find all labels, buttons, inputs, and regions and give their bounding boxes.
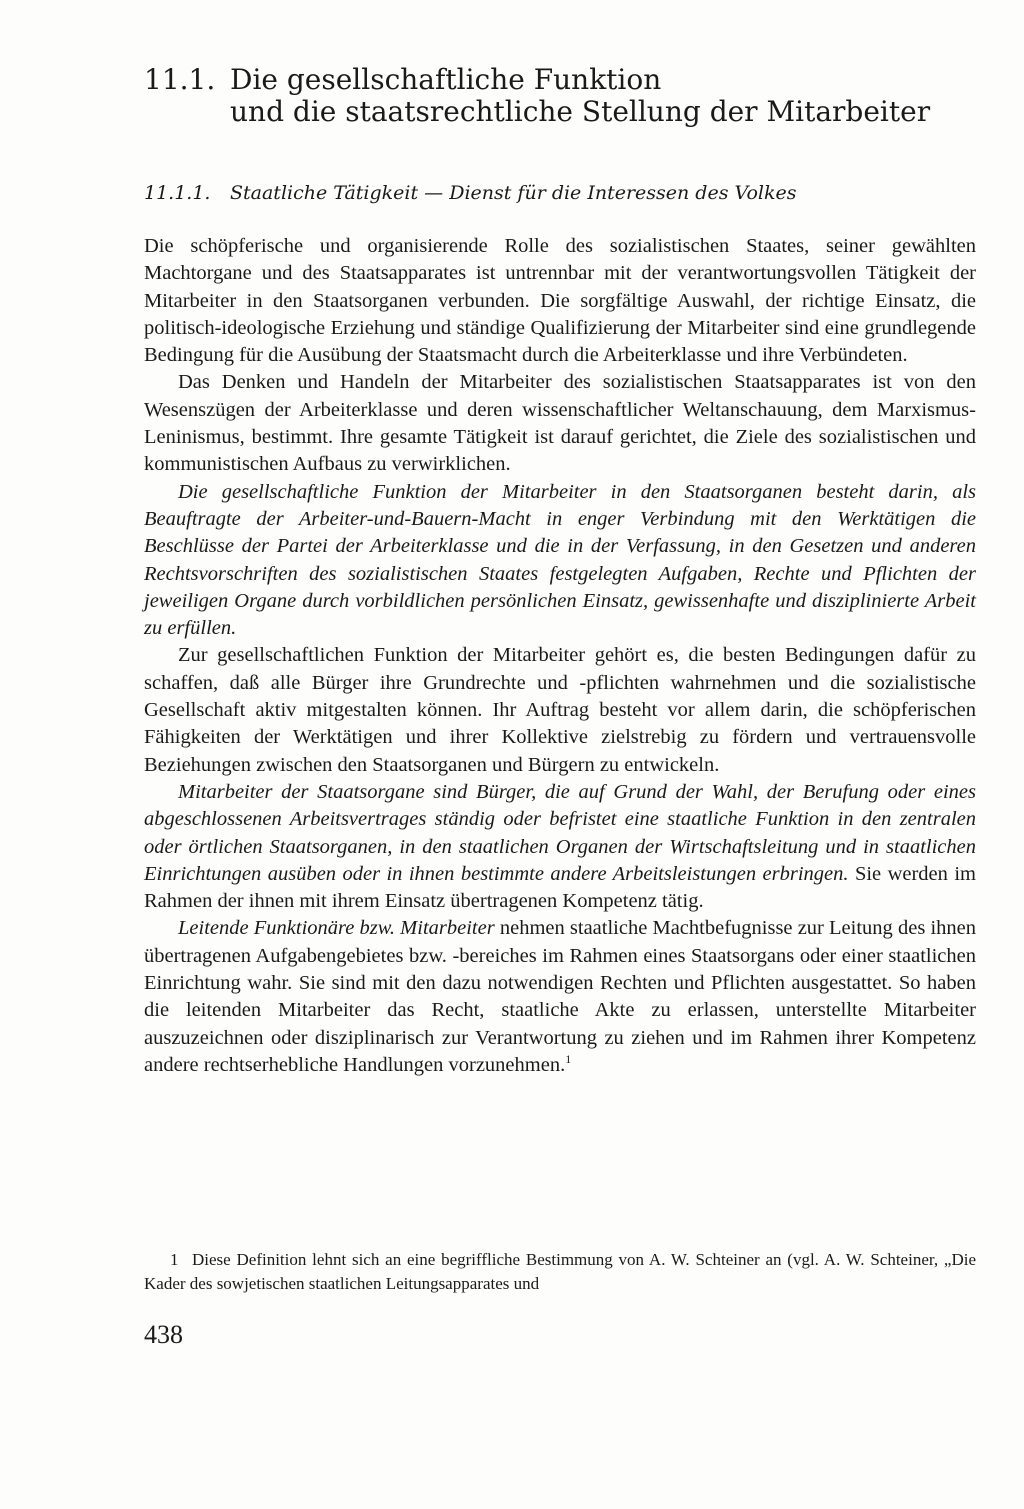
paragraph-5 bbox=[144, 779, 976, 915]
chapter-title-line-2: und die staatsrechtliche Stellung der Mitarbeiter bbox=[230, 95, 931, 128]
footnote bbox=[144, 1248, 976, 1296]
paragraph-1-text: Die schöpferische und organisierende Rolle des sozialistischen Staates, seiner gewählten Machtorgane und des Staatsapparates ist untrennbar mit der verantwortungsvollen Tätigkeit der Mitarbeiter in den Staatsorganen verbunden. Die sorgfältige Auswahl, der richtige Einsatz, die politisch-ideologische Erziehung und ständige Qualifizierung der Mitarbeiter sind eine grundlegende Bedingung für die Ausübung der Staatsmacht durch die Arbeiterklasse und ihre Verbündeten. bbox=[144, 235, 976, 367]
chapter-title bbox=[230, 64, 980, 128]
page-number: 438 bbox=[144, 1320, 183, 1349]
paragraph-4 bbox=[144, 642, 976, 778]
paragraph-6-italic: Leitende Funktionäre bzw. Mitarbeiter bbox=[178, 917, 495, 940]
footnote-number: 1 bbox=[170, 1250, 179, 1269]
footnote-text: Diese Definition lehnt sich an eine begriffliche Bestimmung von A. W. Schteiner an (vgl. A. W. Schteiner, „Die Kader des sowjetischen staatlichen Leitungsapparates und bbox=[144, 1250, 976, 1293]
paragraph-4-text: Zur gesellschaftlichen Funktion der Mitarbeiter gehört es, die besten Bedingungen dafür zu schaffen, daß alle Bürger ihre Grundrechte und -pflichten wahrnehmen und die sozialistische Gesellschaft aktiv mitgestalten können. Ihr Auftrag besteht vor allem darin, die schöpferischen Fähigkeiten der Werktätigen und ihrer Kollektive zielstrebig zu fördern und vertrauensvolle Beziehungen zwischen den Staatsorganen und Bürgern zu entwickeln. bbox=[144, 644, 976, 776]
paragraph-6-text: nehmen staatliche Machtbefugnisse zur Leitung des ihnen übertragenen Aufgabengebietes bzw. -bereiches im Rahmen eines Staatsorgans oder einer staatlichen Einrichtung wahr. Sie sind mit den dazu notwendigen Rechten und Pflichten ausgestattet. So haben die leitenden Mitarbeiter das Recht, staatliche Akte zu erlassen, unterstellte Mitarbeiter auszuzeichnen oder disziplinarisch zur Verantwortung zu ziehen und im Rahmen ihrer Kompetenz andere rechtserhebliche Handlungen vorzunehmen. bbox=[144, 917, 977, 1076]
paragraph-2-text: Das Denken und Handeln der Mitarbeiter des sozialistischen Staatsapparates ist von den Wesenszügen der Arbeiterklasse und deren wissenschaftlicher Weltanschauung, dem Marxismus-Leninismus, bestimmt. Ihre gesamte Tätigkeit ist darauf gerichtet, die Ziele des sozialistischen und kommunistischen Aufbaus zu verwirklichen. bbox=[144, 371, 976, 476]
section-title: Staatliche Tätigkeit — Dienst für die Interessen des Volkes bbox=[230, 182, 797, 204]
paragraph-2 bbox=[144, 369, 976, 478]
footnote-reference[interactable]: 1 bbox=[565, 1052, 572, 1067]
paragraph-1 bbox=[144, 233, 976, 369]
paragraph-3-italic: Die gesellschaftliche Funktion der Mitarbeiter in den Staatsorganen besteht darin, als Beauftragte der Arbeiter-und-Bauern-Macht in enger Verbindung mit den Werktätigen die Beschlüsse der Partei der Arbeiterklasse und die in der Verfassung, in den Gesetzen und anderen Rechtsvorschriften des sozialistischen Staates festgelegten Aufgaben, Rechte und Pflichten der jeweiligen Organe durch vorbildlichen persönlichen Einsatz, gewissenhafte und disziplinierte Arbeit zu erfüllen. bbox=[144, 480, 976, 640]
chapter-number: 11.1. bbox=[144, 63, 216, 96]
body-text bbox=[144, 233, 976, 1079]
chapter-title-line-1: Die gesellschaftliche Funktion bbox=[230, 63, 662, 96]
paragraph-3 bbox=[144, 479, 976, 643]
paragraph-6 bbox=[144, 915, 976, 1079]
paragraph-5-italic: Mitarbeiter der Staatsorgane sind Bürger, die auf Grund der Wahl, der Berufung oder eines abgeschlossenen Arbeitsvertrages ständig oder befristet eine staatliche Funktion in den zentralen oder örtlichen Staatsorganen, in den staatlichen Organen der Wirtschaftsleitung und in staatlichen Einrichtungen ausüben oder in ihnen bestimmte andere Arbeitsleistungen erbringen. bbox=[144, 780, 976, 885]
section-number: 11.1.1. bbox=[144, 182, 211, 204]
paragraph-5-text: Sie werden im Rahmen der ihnen mit ihrem Einsatz übertragenen Kompetenz tätig. bbox=[144, 862, 976, 913]
